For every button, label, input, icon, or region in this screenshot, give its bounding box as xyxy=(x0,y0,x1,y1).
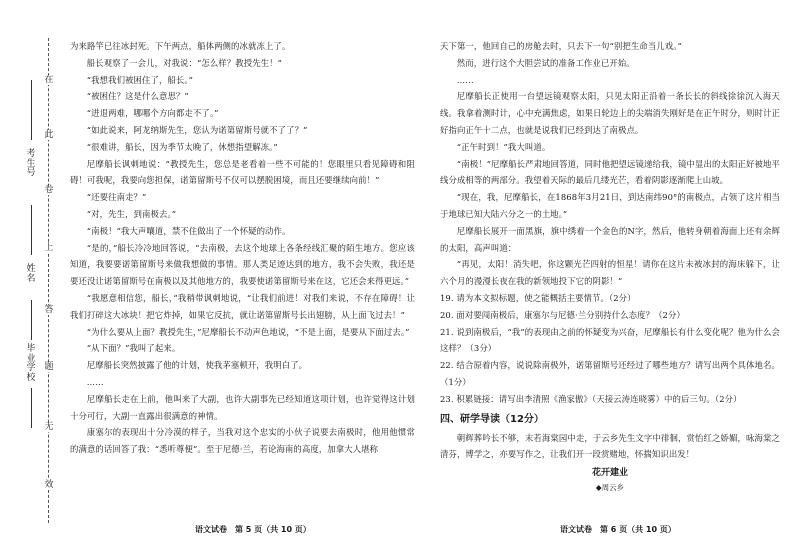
binding-strip xyxy=(0,0,62,560)
paragraph: “是的，”船长冷冷地回答说，“去南极，去这个地球上各条经线汇聚的陌生地方。您应该知道，我要要诺第留斯号来做我想做的事情。那人类足迹达到的地方，我不会失败，我还是要还没让诺第留斯号在南极以及其他地方的，我要使诺第留斯号来在这，它还会来得更远。” xyxy=(70,242,415,287)
section-heading: 四、研学导读（12分） xyxy=(440,413,544,425)
paragraph: 19. 请为本文拟标题，使之能概括主要情节。（2分） xyxy=(440,292,636,303)
paragraph: “再见，太阳！消失吧，你这颗光芒四射的恒星！请你在这片未被冰封的海床躲下，让六个月的漫漫长夜在我的新领地投下它的阴影！” xyxy=(440,259,780,287)
seal-dashed-line xyxy=(48,38,49,523)
name-underline xyxy=(31,205,32,255)
page-5 xyxy=(70,38,415,538)
paragraph: 为来路竿已往冰封死。下午两点，船体两侧的冰就冻上了。 xyxy=(70,41,291,51)
name-label: 姓名 xyxy=(26,264,36,284)
page-6 xyxy=(440,38,780,538)
paragraph: …… xyxy=(456,74,474,85)
paragraph: 20. 面对要闯南极后，康塞尔与尼德·兰分别持什么态度？（2分） xyxy=(440,309,685,320)
paragraph: 船长观察了一会儿，对我说：“怎么样？教授先生！” xyxy=(86,57,283,68)
paragraph: 然而，进行这个大胆尝试的准备工作业已开始。 xyxy=(456,57,635,68)
footer-page-5: 语文试卷 第 5 页（共 10 页） xyxy=(195,525,311,534)
paragraph: “我想我们被困住了，船长。” xyxy=(86,74,194,85)
paragraph: 尼摩船长正使用一台望远镜观察太阳，只见太阳正沿着一条长长的斜线徐徐沉入海天线。我拿着测时计，心中充满焦虑，如果日轮边上的尖端消失刚好是在正午时分，则时计正好指向正午十二点，也就是说我们已经到达了南极点。 xyxy=(440,91,780,135)
paragraph: 尼摩船长走在上前，他叫来了大副，也许大副事先已经知道这项计划，也许觉得这计划十分可行，大副一直露出很满意的神情。 xyxy=(70,393,415,421)
paragraph: “现在，我，尼摩船长，在1868年3月21日，到达南纬90°的南极点，占领了这片相当于地球已知大陆六分之一的土地。” xyxy=(440,192,780,219)
school-label: 毕业学校 xyxy=(26,344,36,383)
article-title: 花开建业 xyxy=(591,468,628,479)
paragraph: “如此说来，阿龙纳斯先生，您认为诺第留斯号就不了了？” xyxy=(86,124,308,135)
paragraph: “被困住？这是什么意思？” xyxy=(86,91,189,102)
school-underline xyxy=(31,300,32,340)
paragraph: “南极！”尼摩船长严肃地回答道，同时他把望远镜递给我，镜中显出的太阳正好被地平线分成相等的两部分。我望着天际的最后几缕光芒，看着阴影逐渐爬上山坡。 xyxy=(440,158,780,186)
seal-word: 题 xyxy=(44,362,54,372)
section-intro: 朝辉葬吟长不够，末若海棠园中走，于云乡先生文字中徘徊，赏怡红之娇媚，咏海棠之清芬，博学之，亦要写作之，让我们开一段赏赌地，怀揣知识出发！ xyxy=(440,432,780,460)
seal-word: 卷 xyxy=(44,185,54,195)
paragraph: 23. 积累链接：请写出李清照《渔家傲》（天接云涛连晓雾）中的后三句。（2分） xyxy=(440,393,742,404)
footer-page-6: 语文试卷 第 6 页（共 10 页） xyxy=(560,525,676,534)
exam-id-label: 考生号 xyxy=(26,149,36,178)
paragraph: “还要往南走？” xyxy=(86,192,147,203)
paragraph: 尼摩船长突然披露了他的计划，使我茅塞顿开，我明白了。 xyxy=(86,360,308,371)
paragraph: …… xyxy=(86,376,104,387)
exam-id-underline xyxy=(31,80,32,140)
passage-right xyxy=(440,38,780,408)
paragraph: “南极！”我大声嚷道，禁不住做出了一个怀疑的动作。 xyxy=(86,225,291,236)
school-underline-lower xyxy=(31,388,32,428)
seal-word: 此 xyxy=(44,130,54,140)
seal-word: 答 xyxy=(44,305,54,315)
paragraph: “从下面？”我叫了起来。 xyxy=(86,343,181,354)
seal-word: 效 xyxy=(44,480,54,490)
paragraph: “我愿意相信您，船长，”我稍带讽刺地说，“让我们前进！对我们来说，不存在障碍！让我们打碎这大冰块！把它炸掉，如果它反抗，就让诺第留斯号长出翅膀，从上面飞过去！” xyxy=(70,292,415,320)
paragraph: “很难讲，船长，因为季节太晚了，休想指望解冻。” xyxy=(86,141,278,152)
paragraph: 天下第一，他回自己的房舱去时，只去下一句“别把生命当儿戏。” xyxy=(440,41,682,51)
paragraph: 22. 结合原着内容，说说除南极外，诺第留斯号还经过了哪些地方？请写出两个具体地名。（1分） xyxy=(440,360,780,387)
seal-word: 无 xyxy=(44,422,54,432)
paragraph: 尼摩船长展开一面黑旗，旗中绣着一个金色的N字，然后，他转身朝着海面上还有余辉的太阳，高声叫道： xyxy=(440,225,780,253)
paragraph: “对，先生，到南极去。” xyxy=(86,208,177,219)
seal-word: 上 xyxy=(44,243,54,253)
paragraph: 尼摩船长讽刺地说：“教授先生，您总是老看着一些不可能的！您眼里只看见障碍和阻碍！可我呢，我要向您担保，诺第留斯号不仅可以摆脱困境，而且还要继续向前！” xyxy=(70,158,415,186)
paragraph: “正午时到！”我大叫道。 xyxy=(456,141,551,152)
paragraph: 21. 说到南极后，“我”的表现由之前的怀疑变为兴奋，尼摩船长有什么变化呢？他为什么会这样？（3分） xyxy=(440,326,780,354)
paragraph: 康塞尔的表现出十分冷漠的样子，当我对这个忠实的小伙子说要去南极时，他用他惯常的满意的话回答了我：“悉听尊便”。至于尼德·兰，若论海南的高度，加拿大人堪称 xyxy=(70,427,415,455)
article-author: ◆周云乡 xyxy=(595,483,625,493)
passage-left xyxy=(70,38,415,458)
seal-word: 在 xyxy=(44,75,54,85)
paragraph: “为什么要从上面？教授先生，”尼摩船长不动声色地说，“不是上面，是要从下面过去。” xyxy=(86,326,410,337)
paragraph: “进退两难，哪哪个方向都走不了。” xyxy=(86,108,219,119)
